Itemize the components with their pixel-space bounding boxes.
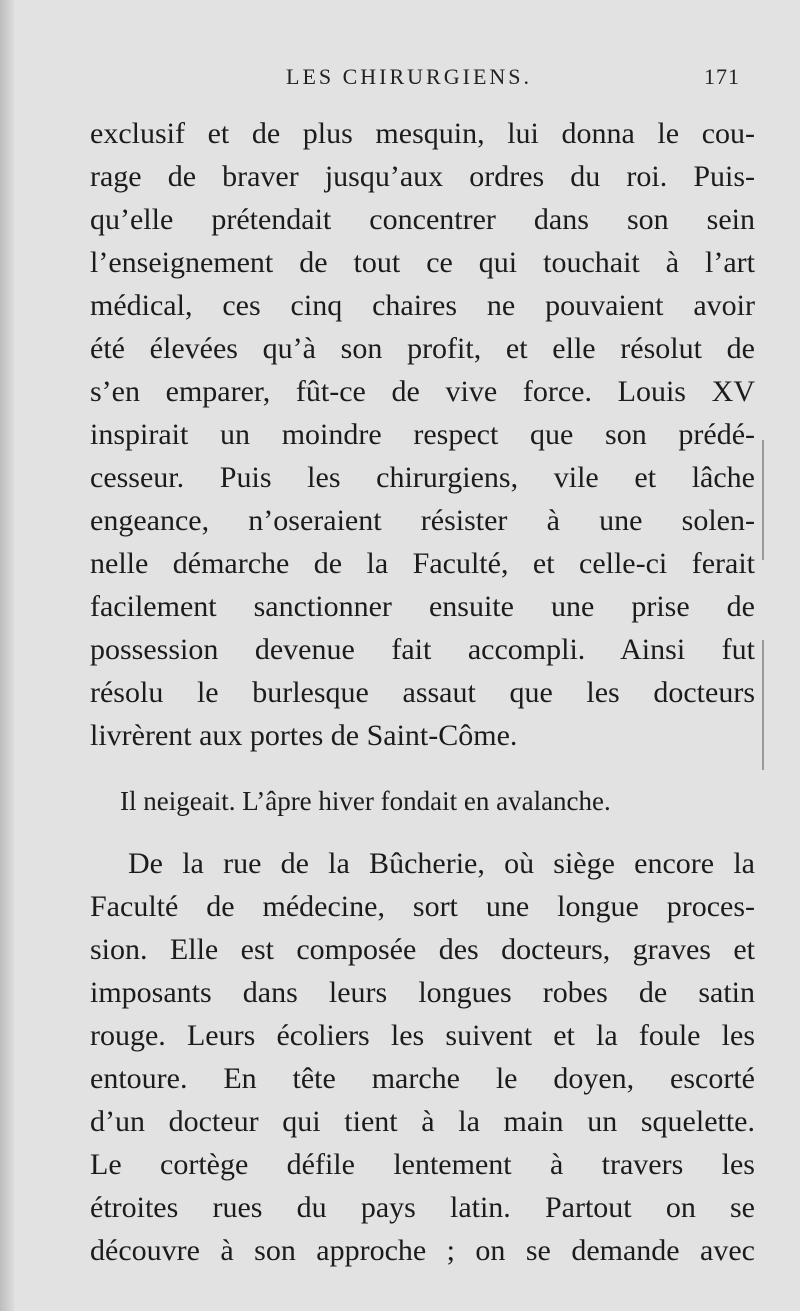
text-line: entoure. En tête marche le doyen, escorté	[90, 1062, 755, 1095]
text-line: rage de braver jusqu’aux ordres du roi. Puis-	[90, 160, 755, 193]
text-line: exclusif et de plus mesquin, lui donna le cou-	[90, 117, 755, 150]
text-line: rouge. Leurs écoliers les suivent et la foule les	[90, 1019, 755, 1052]
paragraph-1	[90, 112, 755, 757]
text-line: inspirait un moindre respect que son prédé-	[90, 418, 755, 451]
paragraph-2	[90, 842, 755, 1272]
text-line: étroites rues du pays latin. Partout on se	[90, 1191, 755, 1224]
text-line: l’enseignement de tout ce qui touchait à l’art	[90, 246, 755, 279]
text-line: Le cortège défile lentement à travers les	[90, 1148, 755, 1181]
text-line: facilement sanctionner ensuite une prise de	[90, 590, 755, 623]
text-line: possession devenue fait accompli. Ainsi fut	[90, 633, 755, 666]
text-line: d’un docteur qui tient à la main un squelette.	[90, 1105, 755, 1138]
text-line: découvre à son approche ; on se demande avec	[90, 1234, 755, 1267]
text-line: nelle démarche de la Faculté, et celle-ci ferait	[90, 547, 755, 580]
text-line: Faculté de médecine, sort une longue proces-	[90, 890, 755, 923]
text-line: cesseur. Puis les chirurgiens, vile et lâche	[90, 461, 755, 494]
margin-mark	[762, 640, 764, 770]
text-line: médical, ces cinq chaires ne pouvaient avoir	[90, 289, 755, 322]
text-line: été élevées qu’à son profit, et elle résolut de	[90, 332, 755, 365]
text-line: sion. Elle est composée des docteurs, graves et	[90, 933, 755, 966]
margin-mark	[762, 440, 764, 560]
text-line: De la rue de la Bûcherie, où siège encore la	[128, 847, 755, 880]
text-line: qu’elle prétendait concentrer dans son sein	[90, 203, 755, 236]
running-head	[90, 64, 740, 104]
text-line: imposants dans leurs longues robes de satin	[90, 976, 755, 1009]
text-line: résolu le burlesque assaut que les docteurs	[90, 676, 755, 709]
running-title: LES CHIRURGIENS.	[286, 64, 533, 89]
text-line: s’en emparer, fût-ce de vive force. Louis XV	[90, 375, 755, 408]
verse-quotation: Il neigeait. L’âpre hiver fondait en avalanche.	[120, 786, 611, 816]
text-line: livrèrent aux portes de Saint-Côme.	[90, 719, 518, 752]
text-line: engeance, n’oseraient résister à une solen-	[90, 504, 755, 537]
page-number: 171	[704, 64, 740, 89]
page-edge-shadow	[0, 0, 14, 1311]
